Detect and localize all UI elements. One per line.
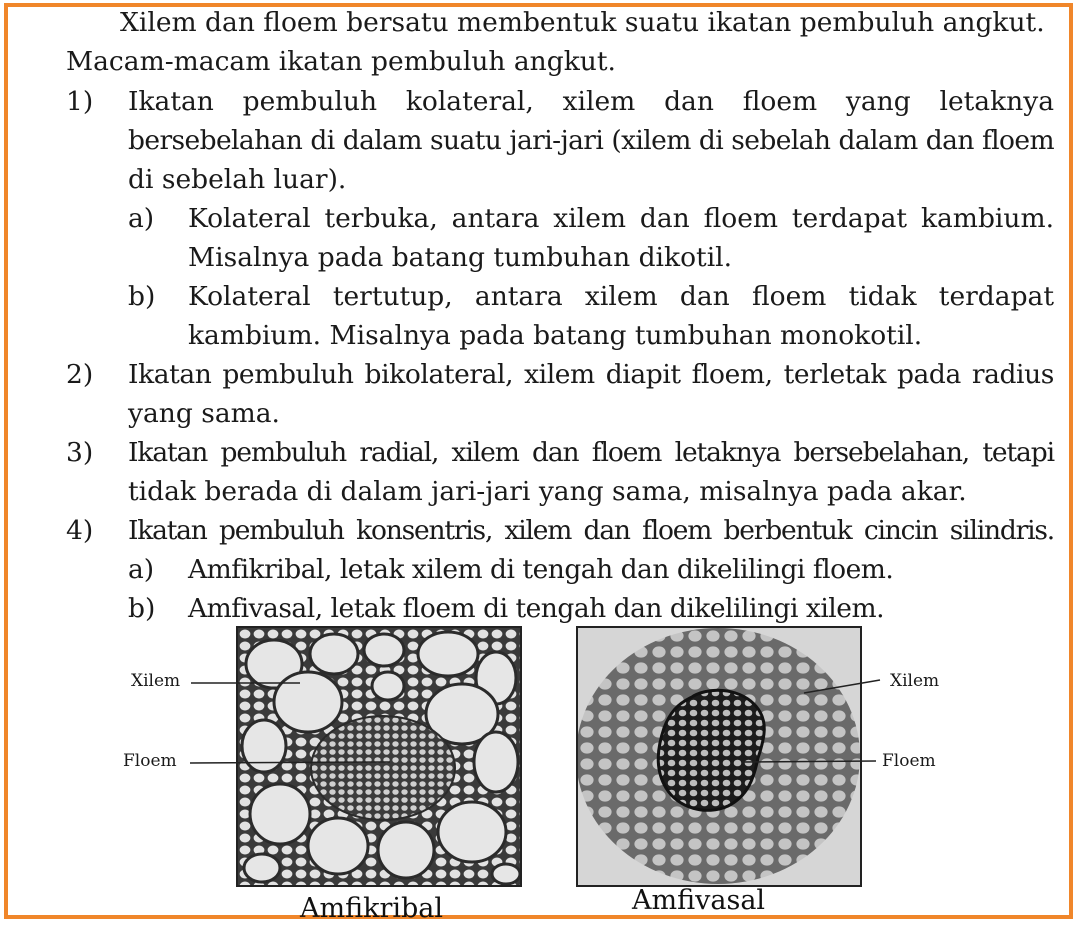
right-xilem-label: Xilem	[890, 671, 940, 691]
item-3-number: 3)	[66, 437, 94, 468]
item-4-number: 4)	[66, 515, 94, 546]
intro-line-1: Xilem dan floem bersatu membentuk suatu ikatan pembuluh angkut.	[120, 7, 1045, 38]
item-2-line-2: yang sama.	[128, 398, 280, 429]
right-floem-label: Floem	[882, 751, 936, 771]
item-1a-mark: a)	[128, 203, 155, 234]
item-2-line-1: Ikatan pembuluh bikolateral, xilem diapit floem, terletak pada radius	[128, 359, 1054, 390]
item-3-line-2: tidak berada di dalam jari-jari yang sama, misalnya pada akar.	[128, 476, 967, 507]
item-1-number: 1)	[66, 86, 94, 117]
item-1a-line-2: Misalnya pada batang tumbuhan dikotil.	[188, 242, 733, 273]
item-4-line-1: Ikatan pembuluh konsentris, xilem dan floem berbentuk cincin silindris.	[128, 515, 1054, 546]
item-4b-line-1: Amfivasal, letak floem di tengah dan dikelilingi xilem.	[188, 593, 885, 624]
item-1-line-3: di sebelah luar).	[128, 164, 347, 195]
intro-line-2: Macam-macam ikatan pembuluh angkut.	[66, 46, 616, 77]
item-1-line-2: bersebelahan di dalam suatu jari-jari (xilem di sebelah dalam dan floem	[128, 125, 1054, 156]
item-1a-line-1: Kolateral terbuka, antara xilem dan floem terdapat kambium.	[188, 203, 1054, 234]
item-4a-mark: a)	[128, 554, 155, 585]
item-4b-mark: b)	[128, 593, 156, 624]
left-xilem-label: Xilem	[131, 671, 181, 691]
left-floem-label: Floem	[123, 751, 177, 771]
item-1-line-1: Ikatan pembuluh kolateral, xilem dan floem yang letaknya	[128, 86, 1054, 117]
amfikribal-caption: Amfikribal	[300, 893, 444, 924]
item-1b-mark: b)	[128, 281, 156, 312]
item-1b-line-2: kambium. Misalnya pada batang tumbuhan monokotil.	[188, 320, 923, 351]
item-2-number: 2)	[66, 359, 94, 390]
item-1b-line-1: Kolateral tertutup, antara xilem dan floem tidak terdapat	[188, 281, 1054, 312]
item-4a-line-1: Amfikribal, letak xilem di tengah dan dikelilingi floem.	[188, 554, 894, 585]
item-3-line-1: Ikatan pembuluh radial, xilem dan floem letaknya bersebelahan, tetapi	[128, 437, 1054, 468]
amfivasal-caption: Amfivasal	[632, 885, 766, 916]
